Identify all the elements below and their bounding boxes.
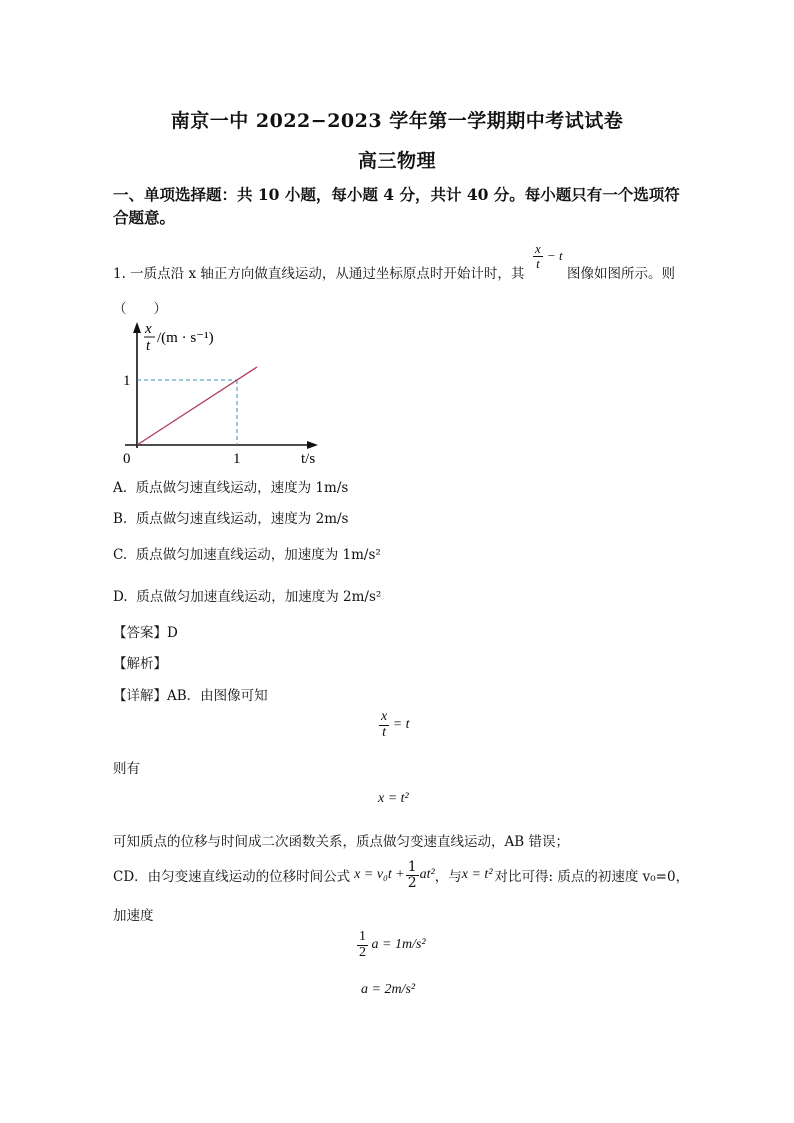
y-tick-label: 1: [123, 373, 131, 389]
option-d-letter: D.: [113, 589, 128, 605]
equation-x-equals-t2: x = t²: [378, 791, 409, 806]
option-c-letter: C.: [113, 547, 128, 563]
detail-line: [113, 684, 268, 704]
option-a-letter: A.: [113, 480, 128, 496]
xt-data-line: [137, 367, 257, 445]
y-label-den: t: [146, 338, 151, 354]
x-tick-label: 1: [233, 451, 241, 467]
option-a: [113, 476, 348, 496]
origin-label: 0: [123, 451, 131, 467]
eq3-num: 1: [359, 929, 366, 944]
stem-frac-tail: − t: [546, 248, 563, 264]
option-b-text: 质点做匀速直线运动，速度为 2m/s: [135, 511, 349, 527]
cd-formula-fraction: [406, 860, 419, 890]
option-b: [113, 507, 348, 527]
answer-label: 【答案】: [113, 625, 167, 641]
cd-part1: CD．由匀变速直线运动的位移时间公式: [113, 869, 351, 885]
option-b-letter: B.: [113, 511, 128, 527]
detail-label: 【详解】: [113, 688, 167, 704]
cd-line: [113, 858, 689, 892]
option-d-text: 质点做匀加速直线运动，加速度为 2m/s²: [136, 589, 382, 605]
acceleration-label: 加速度: [113, 908, 154, 924]
exam-title: 南京一中 2022−2023 学年第一学期期中考试试卷: [170, 110, 624, 132]
eq1-num: x: [381, 709, 388, 724]
stem-frac-den: t: [533, 256, 543, 271]
option-d: [113, 585, 381, 605]
eq3-den: 2: [359, 944, 366, 960]
section-heading-line2: 合题意。: [113, 208, 176, 227]
cd-formula-lhs: x = v₀t +: [354, 867, 405, 882]
option-c: [113, 543, 381, 563]
x-axis-arrow: [307, 441, 318, 449]
y-label-unit: /(m · s⁻¹): [157, 330, 214, 346]
xt-t-graph: [115, 318, 335, 468]
y-label-num: x: [145, 321, 152, 337]
eq1-den: t: [379, 725, 389, 741]
stem-frac-num: x: [535, 241, 541, 256]
cd-formula-num: 1: [407, 858, 417, 875]
answer-blank: （ ）: [113, 301, 167, 317]
eq3-rhs: a = 1m/s²: [371, 937, 426, 953]
equation-xt-equals-t: [379, 710, 410, 740]
option-a-text: 质点做匀速直线运动，速度为 1m/s: [135, 480, 349, 496]
exam-subtitle: 高三物理: [357, 150, 436, 172]
option-c-text: 质点做匀加速直线运动，加速度为 1m/s²: [135, 547, 381, 563]
cd-part3: 对比可得: 质点的初速度 v₀=0，: [494, 869, 690, 885]
answer-line: [113, 621, 178, 641]
y-axis-arrow: [133, 322, 141, 333]
then-text: 则有: [113, 761, 140, 777]
conclusion-ab: 可知质点的位移与时间成二次函数关系，质点做匀变速直线运动，AB 错误；: [113, 834, 569, 850]
stem-xt-fraction: [533, 242, 563, 270]
equation-half-a: [357, 930, 426, 960]
eq1-rhs: = t: [392, 717, 410, 733]
cd-compare: x = t²: [461, 867, 493, 882]
answer-value: D: [167, 625, 178, 641]
equation-a-value: a = 2m/s²: [361, 982, 416, 997]
cd-part2: ，与: [434, 869, 462, 885]
section-heading-line1: 一、单项选择题：共 10 小题，每小题 4 分，共计 40 分。每小题只有一个选项符: [113, 185, 680, 204]
question-stem: [113, 262, 524, 282]
x-axis-label: t/s: [301, 451, 316, 467]
detail-intro: AB．由图像可知: [167, 688, 268, 704]
cd-formula-tail: at²: [419, 867, 435, 882]
analysis-label: 【解析】: [113, 656, 167, 672]
question-stem-end: 图像如图所示。则: [567, 266, 675, 282]
question-stem-text: 1. 一质点沿 x 轴正方向做直线运动，从通过坐标原点时开始计时，其: [113, 266, 525, 282]
cd-formula-den: 2: [407, 874, 417, 891]
